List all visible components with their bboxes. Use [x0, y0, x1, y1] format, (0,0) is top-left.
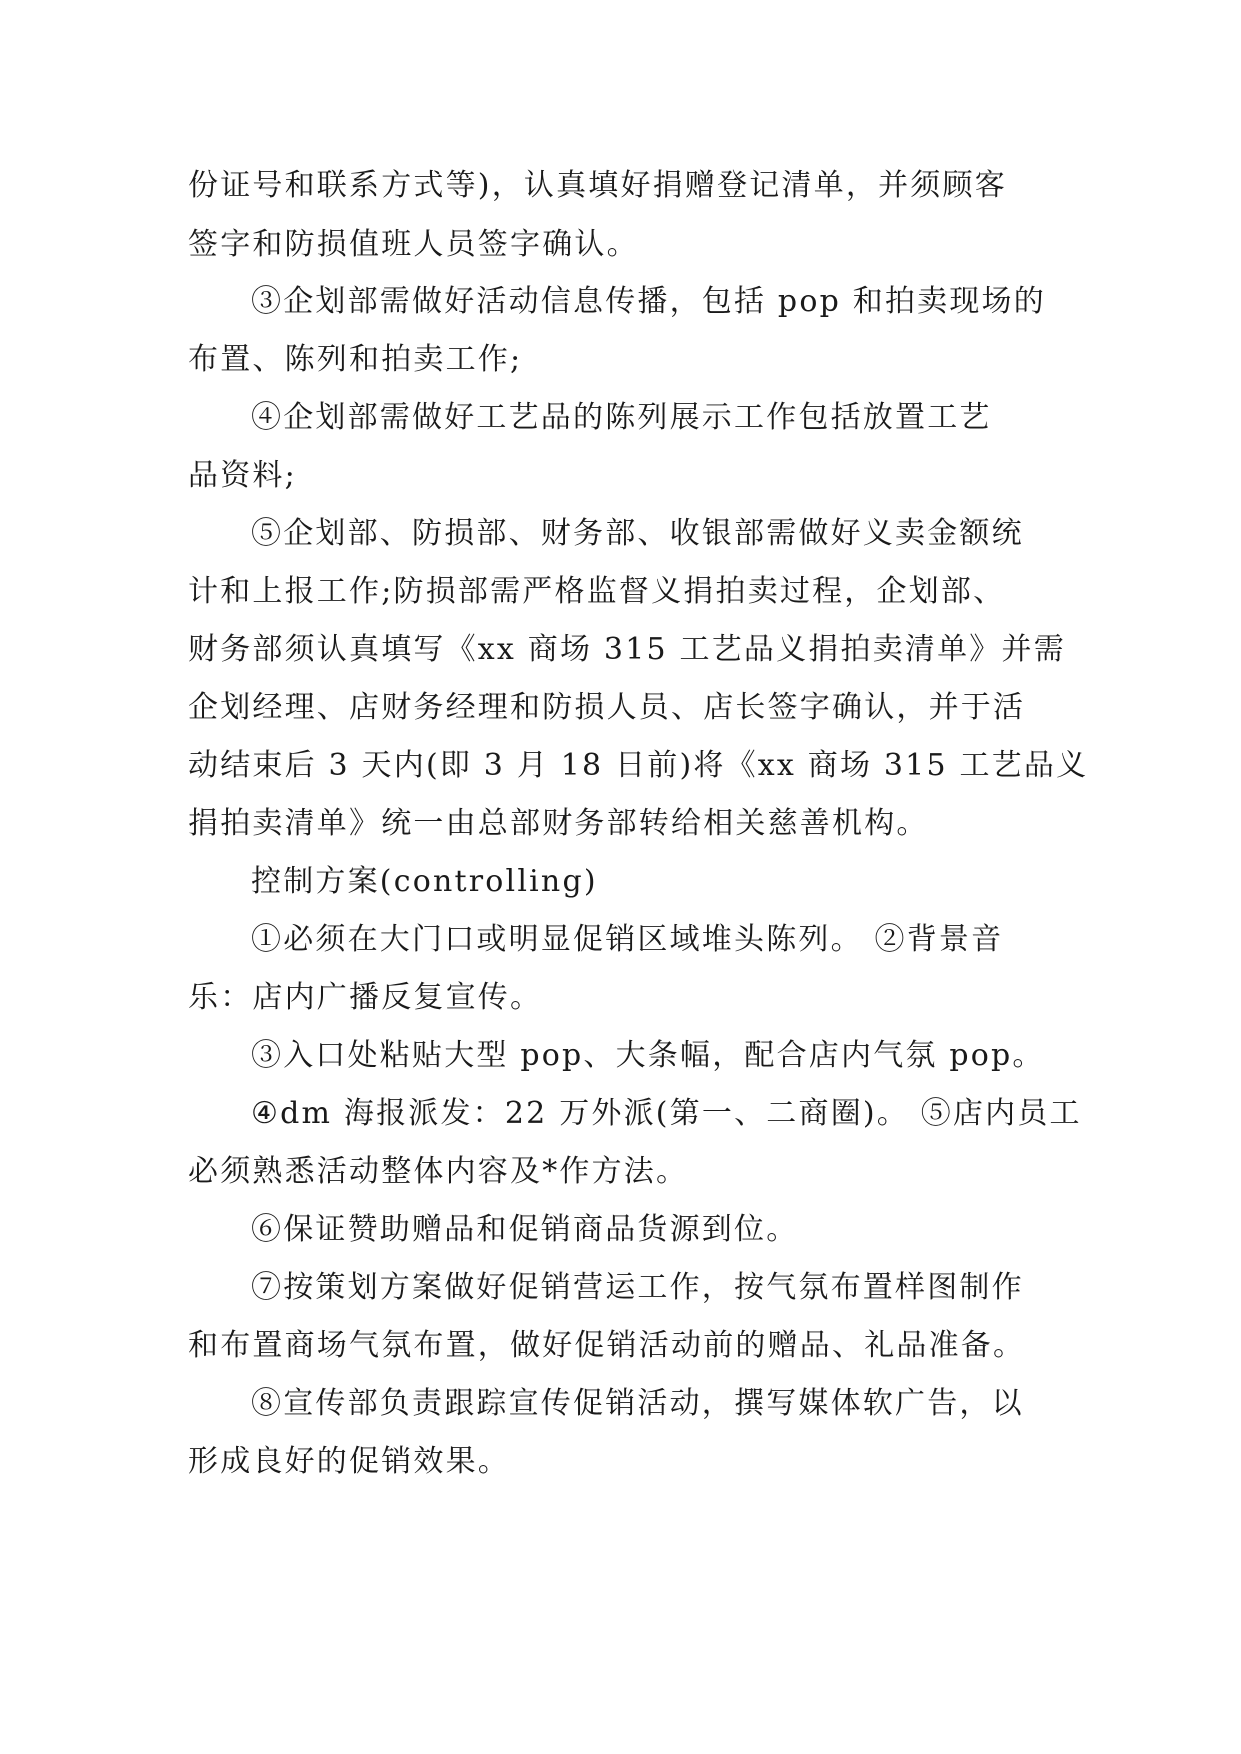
text-line: 捐拍卖清单》统一由总部财务部转给相关慈善机构。 [188, 806, 929, 841]
text-line: 和布置商场气氛布置，做好促销活动前的赠品、礼品准备。 [188, 1328, 1026, 1363]
text-line: 企划经理、店财务经理和防损人员、店长签字确认，并于活 [188, 690, 1026, 725]
text-line: 形成良好的促销效果。 [188, 1444, 510, 1479]
text-line: ⑤企划部、防损部、财务部、收银部需做好义卖金额统 [251, 516, 1024, 551]
text-line: 份证号和联系方式等)，认真填好捐赠登记清单，并须顾客 [188, 168, 1007, 203]
text-line: 财务部须认真填写《xx 商场 315 工艺品义捐拍卖清单》并需 [188, 632, 1066, 667]
text-line: ⑧宣传部负责跟踪宣传促销活动，撰写媒体软广告，以 [251, 1386, 1024, 1421]
text-line: 布置、陈列和拍卖工作; [188, 342, 523, 377]
text-line: 乐：店内广播反复宣传。 [188, 980, 543, 1015]
text-line: 计和上报工作;防损部需严格监督义捐拍卖过程，企划部、 [188, 574, 1006, 609]
text-line: 必须熟悉活动整体内容及*作方法。 [188, 1154, 689, 1189]
text-line: ③企划部需做好活动信息传播，包括 pop 和拍卖现场的 [251, 284, 1046, 319]
text-line: ⑥保证赞助赠品和促销商品货源到位。 [251, 1212, 799, 1247]
text-line: ③入口处粘贴大型 pop、大条幅，配合店内气氛 pop。 [251, 1038, 1045, 1073]
text-line: ④dm 海报派发：22 万外派(第一、二商圈)。 ⑤店内员工 [251, 1096, 1082, 1131]
text-line: ⑦按策划方案做好促销营运工作，按气氛布置样图制作 [251, 1270, 1024, 1305]
text-line: 动结束后 3 天内(即 3 月 18 日前)将《xx 商场 315 工艺品义 [188, 748, 1089, 783]
text-line: 品资料; [188, 458, 297, 493]
section-heading: 控制方案(controlling) [251, 864, 598, 899]
text-line: ④企划部需做好工艺品的陈列展示工作包括放置工艺 [251, 400, 992, 435]
text-line: ①必须在大门口或明显促销区域堆头陈列。 ②背景音 [251, 922, 1004, 957]
text-line: 签字和防损值班人员签字确认。 [188, 227, 639, 262]
